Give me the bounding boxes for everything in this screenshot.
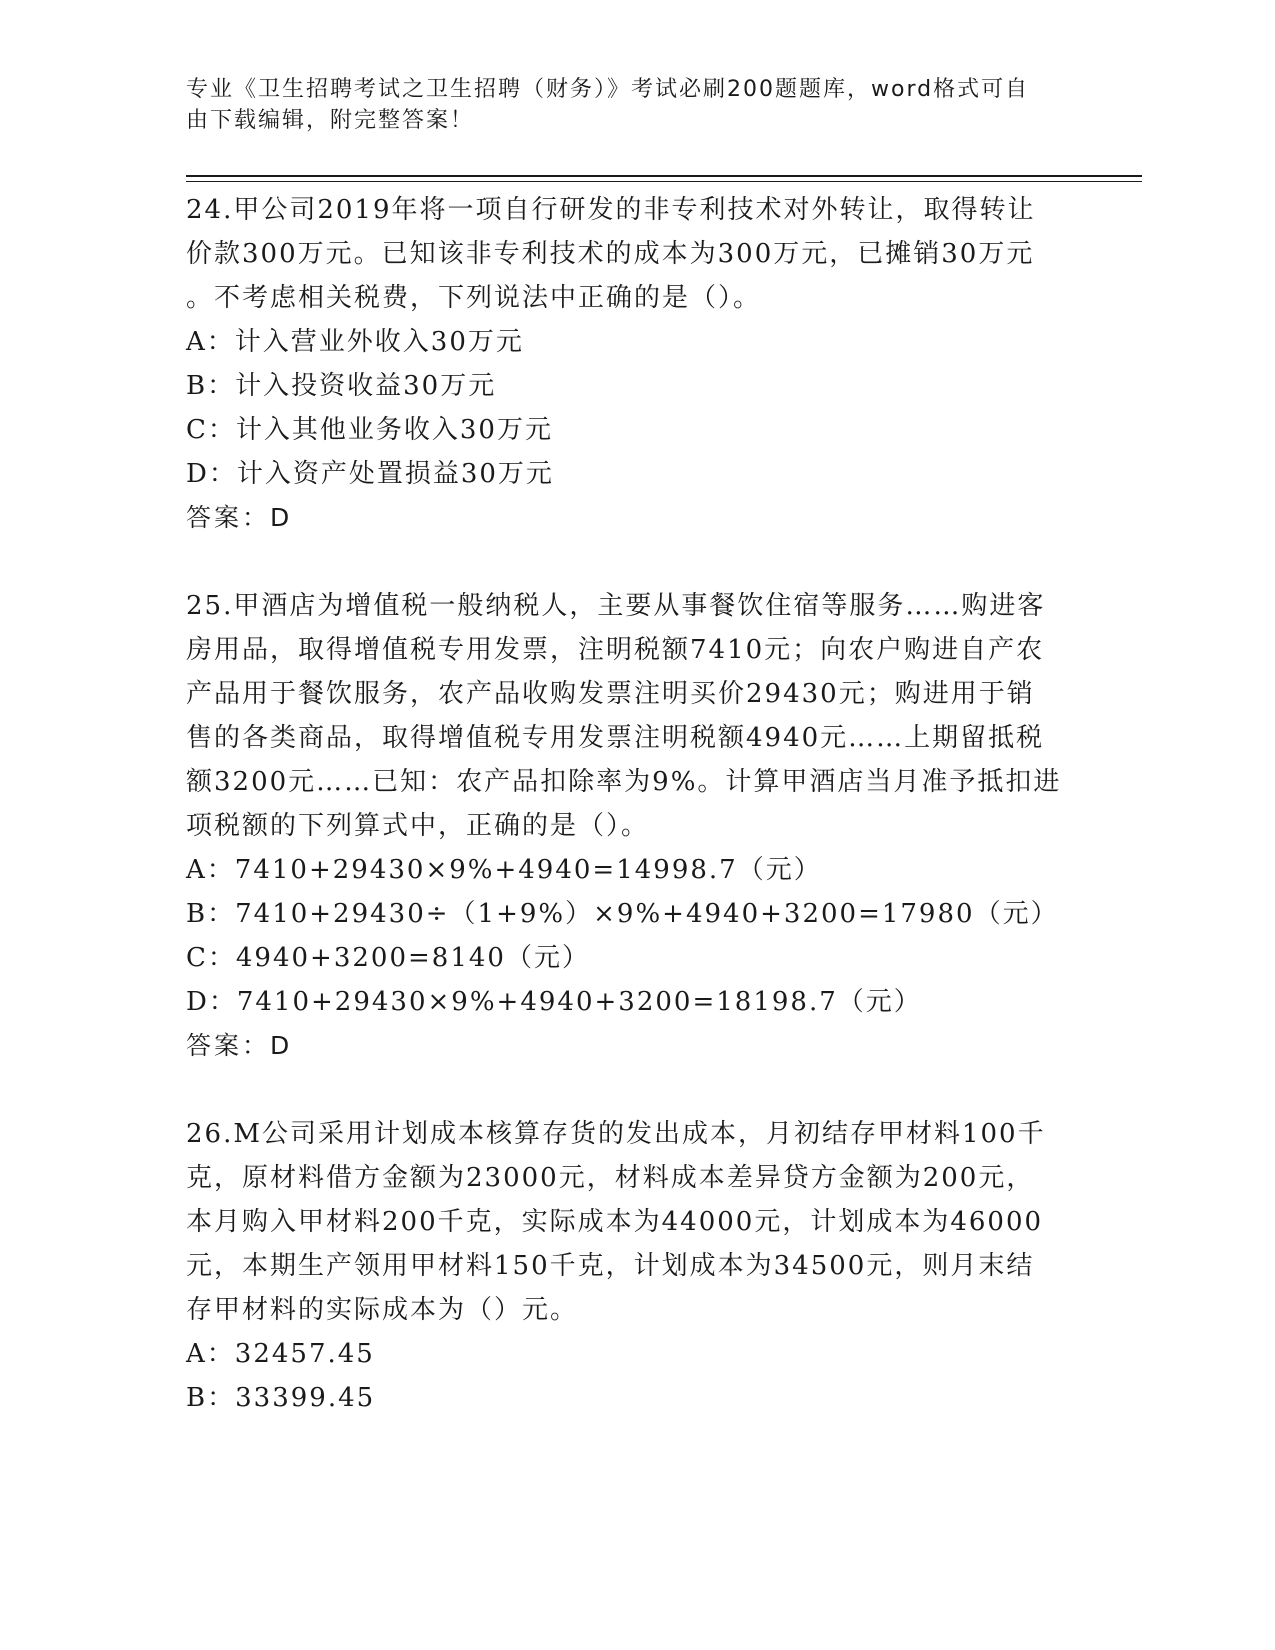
- option-b: B：33399.45: [186, 1383, 376, 1413]
- question-spacer: [186, 540, 1086, 584]
- option-b: B：计入投资收益30万元: [186, 371, 497, 401]
- question-stem-line: 24.甲公司2019年将一项自行研发的非专利技术对外转让，取得转让: [186, 195, 1036, 225]
- question-stem-line: 26.M公司采用计划成本核算存货的发出成本，月初结存甲材料100千: [186, 1119, 1046, 1149]
- question-stem-line: 售的各类商品，取得增值税专用发票注明税额4940元……上期留抵税: [186, 723, 1045, 753]
- header-line: 由下载编辑，附完整答案！: [186, 108, 475, 133]
- option-d: D：7410+29430×9%+4940+3200=18198.7（元）: [186, 987, 922, 1017]
- question-list: [186, 188, 1086, 1420]
- question-25: [186, 584, 1086, 1068]
- option-a: A：计入营业外收入30万元: [186, 327, 524, 357]
- question-stem-line: 存甲材料的实际成本为（）元。: [186, 1295, 579, 1325]
- option-b: B：7410+29430÷（1+9%）×9%+4940+3200=17980（元）: [186, 899, 1059, 929]
- question-stem-line: 项税额的下列算式中，正确的是（）。: [186, 811, 650, 841]
- question-26: [186, 1112, 1086, 1420]
- question-stem-line: 25.甲酒店为增值税一般纳税人，主要从事餐饮住宿等服务……购进客: [186, 591, 1046, 621]
- answer-line: 答案：D: [186, 503, 293, 532]
- question-stem-line: 价款300万元。已知该非专利技术的成本为300万元，已摊销30万元: [186, 239, 1035, 269]
- question-stem-line: 房用品，取得增值税专用发票，注明税额7410元；向农户购进自产农: [186, 635, 1045, 665]
- header-line: 专业《卫生招聘考试之卫生招聘（财务）》考试必刷200题题库，word格式可自: [186, 77, 1030, 102]
- question-stem-line: 。不考虑相关税费，下列说法中正确的是（）。: [186, 283, 762, 313]
- header-rule-thin: [186, 181, 1142, 182]
- option-c: C：计入其他业务收入30万元: [186, 415, 553, 445]
- question-stem-line: 本月购入甲材料200千克，实际成本为44000元，计划成本为46000: [186, 1207, 1044, 1237]
- question-stem-line: 额3200元……已知：农产品扣除率为9%。计算甲酒店当月准予抵扣进: [186, 767, 1062, 797]
- question-spacer: [186, 1068, 1086, 1112]
- question-stem-line: 产品用于餐饮服务，农产品收购发票注明买价29430元；购进用于销: [186, 679, 1035, 709]
- question-24: [186, 188, 1086, 540]
- option-c: C：4940+3200=8140（元）: [186, 943, 590, 973]
- document-header: [186, 74, 1086, 136]
- question-stem-line: 元，本期生产领用甲材料150千克，计划成本为34500元，则月末结: [186, 1251, 1035, 1281]
- option-a: A：32457.45: [186, 1339, 375, 1369]
- answer-line: 答案：D: [186, 1031, 293, 1060]
- question-stem-line: 克，原材料借方金额为23000元，材料成本差异贷方金额为200元，: [186, 1163, 1035, 1193]
- option-d: D：计入资产处置损益30万元: [186, 459, 554, 489]
- option-a: A：7410+29430×9%+4940=14998.7（元）: [186, 855, 822, 885]
- header-rule-thick: [186, 175, 1142, 177]
